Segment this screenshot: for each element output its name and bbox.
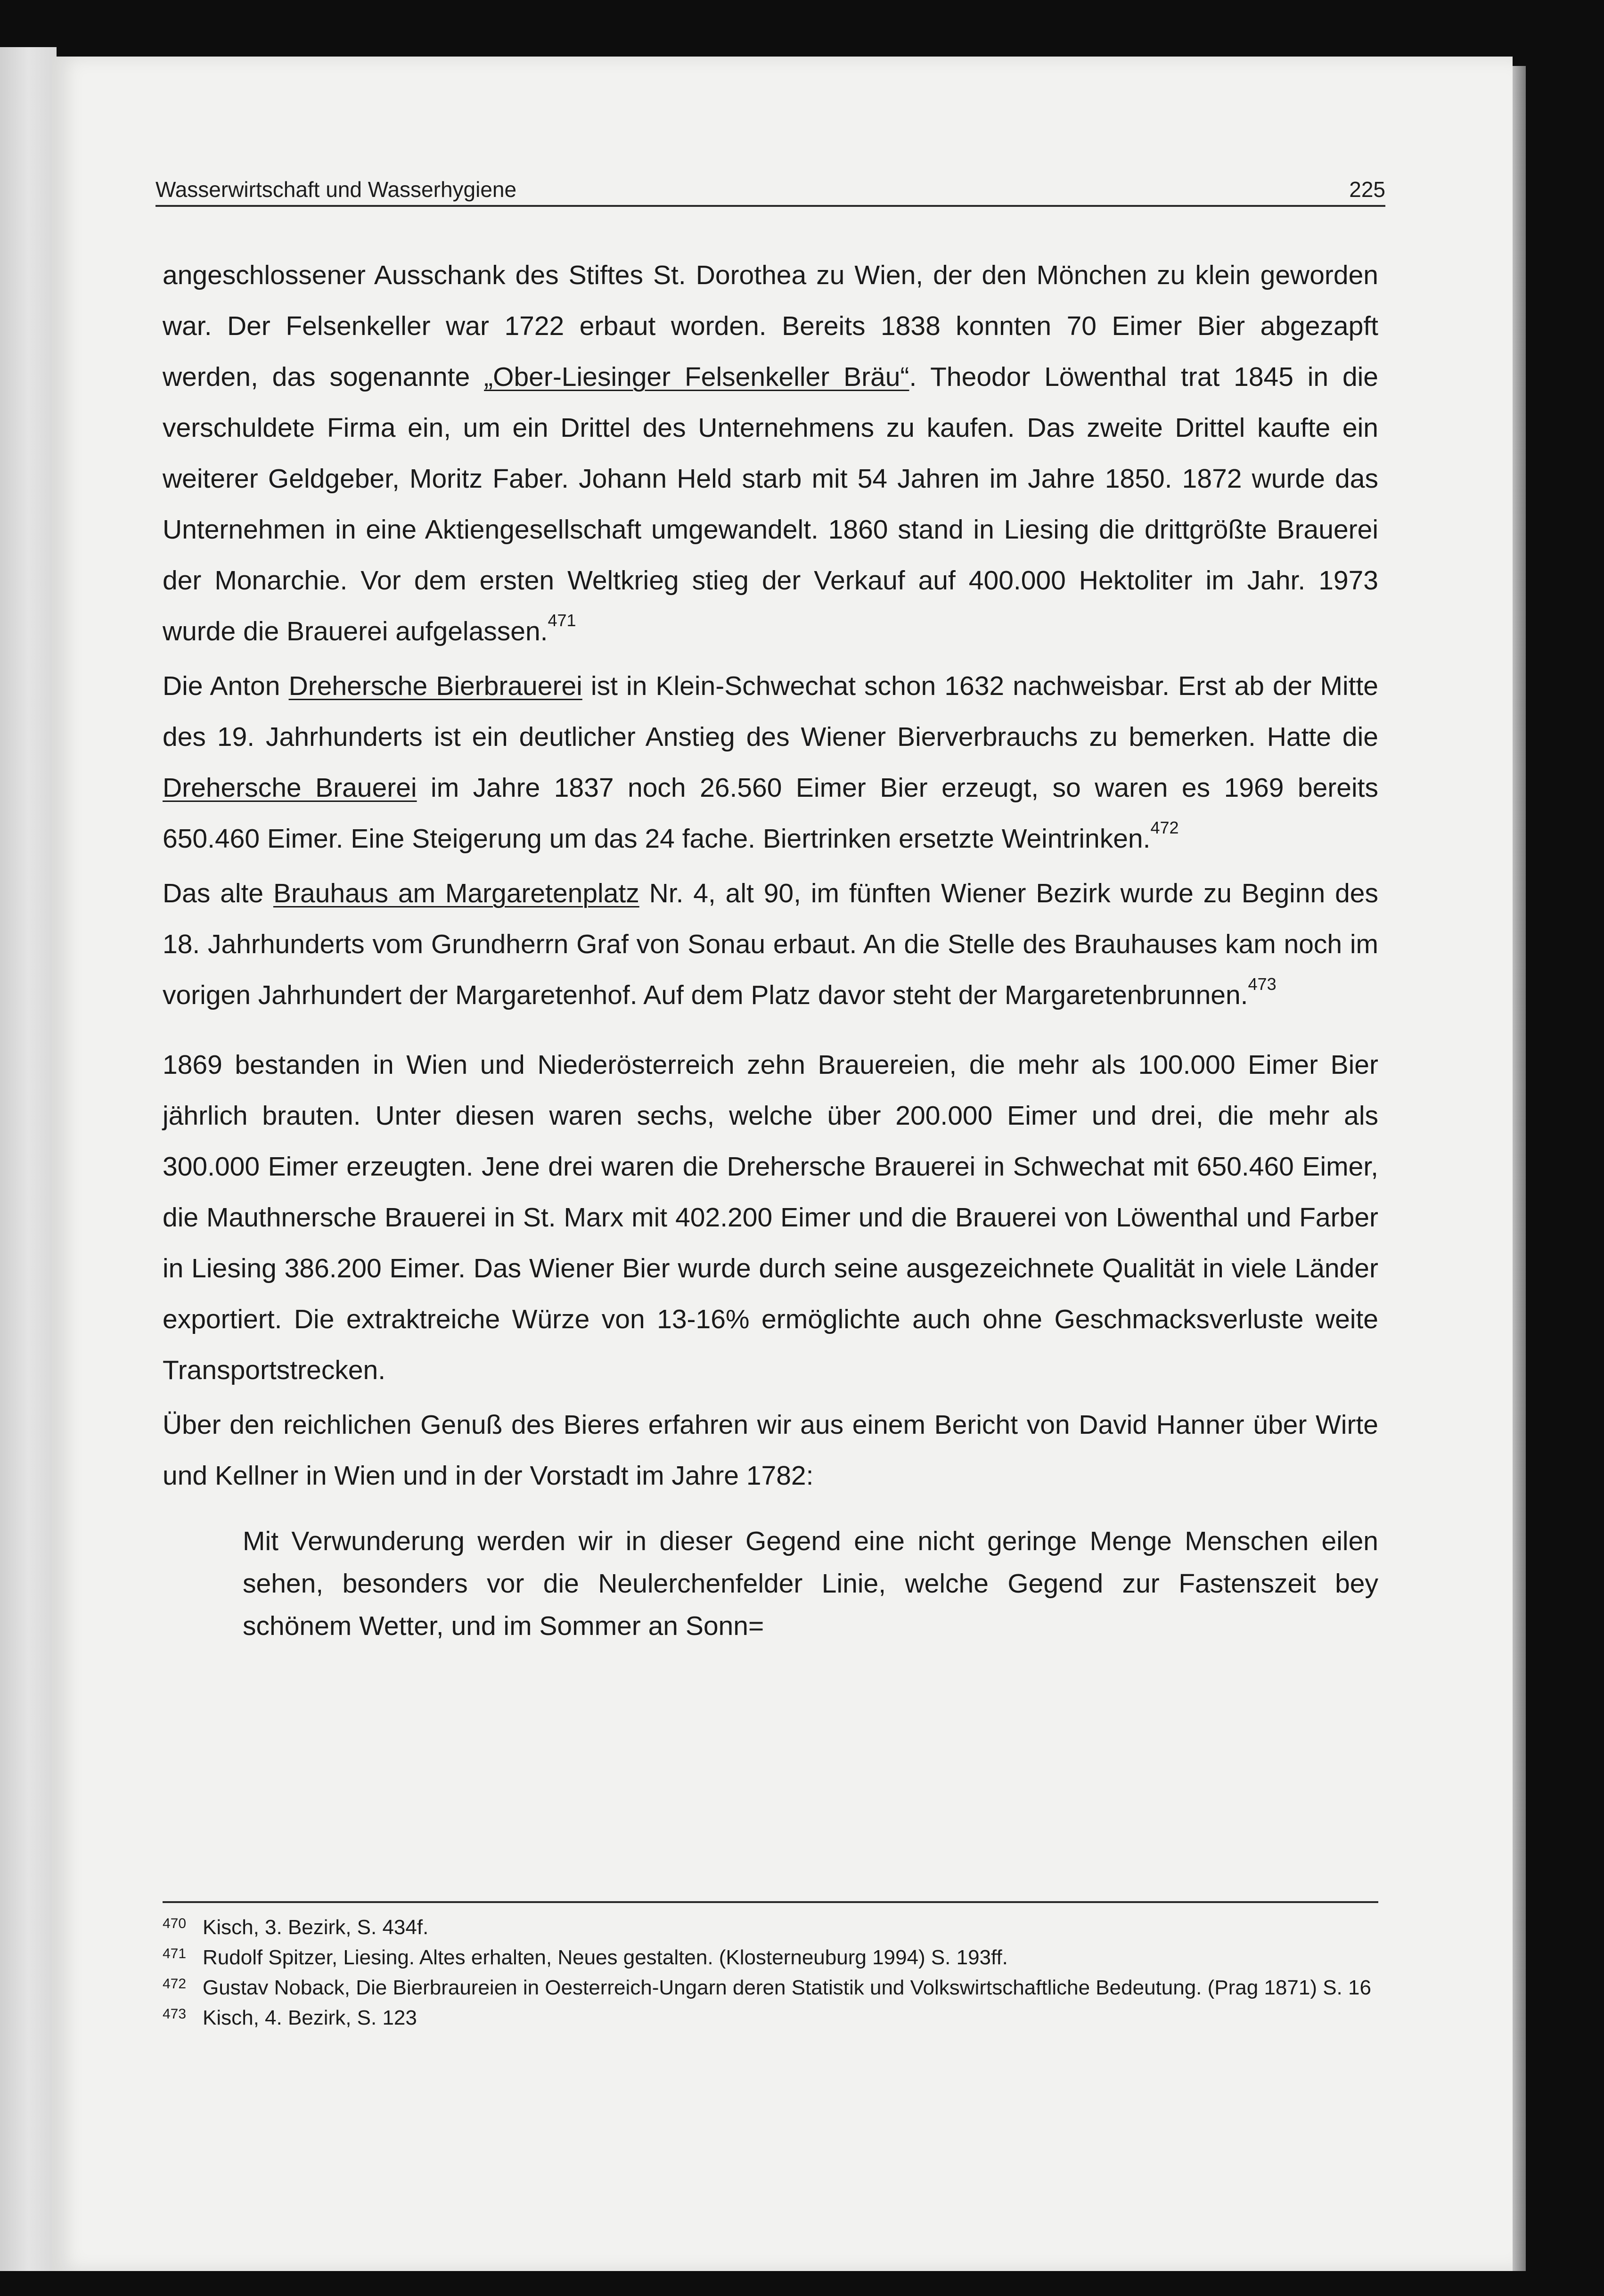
footnote-ref: 472 (1150, 818, 1179, 837)
footnote-472 (163, 1973, 1378, 2002)
body-text (163, 250, 1378, 1647)
footnote-number: 472 (163, 1976, 187, 1992)
footnote-divider (163, 1901, 1378, 1903)
footnote-text: Kisch, 4. Bezirk, S. 123 (203, 2006, 417, 2029)
header-title: Wasserwirtschaft und Wasserhygiene (155, 177, 517, 202)
footnote-471 (163, 1943, 1378, 1972)
underlined-term: Drehersche Bierbrauerei (288, 671, 582, 701)
paragraph-3: Das alte Brauhaus am Margaretenplatz Nr. 4, alt 90, im fünften Wiener Bezirk wurde zu Beginn des 18. Jahrhunderts vom Grundherrn Graf von Sonau erbaut. An die Stelle des Brauhauses kam noch im vorigen Jahrhundert der Margaretenhof. Auf dem Platz davor steht der Margaretenbrunnen.$^{473}$ (163, 878, 1378, 1010)
paragraph-4: 1869 bestanden in Wien und Niederösterreich zehn Brauereien, die mehr als 100.000 Eimer Bier jährlich brauten. Unter diesen waren sechs, welche über 200.000 Eimer und drei, die mehr als 300.000 Eimer erzeugten. Jene drei waren die Drehersche Brauerei in Schwechat mit 650.460 Eimer, die Mauthnersche Brauerei in St. Marx mit 402.200 Eimer und die Brauerei von Löwenthal und Farber in Liesing 386.200 Eimer. Das Wiener Bier wurde durch seine ausgezeichnete Qualität in viele Länder exportiert. Die extraktreiche Würze von 13-16% ermöglichte auch ohne Geschmacksverluste weite Transportstrecken. (163, 1050, 1378, 1385)
underlined-term: Drehersche Brauerei (163, 773, 417, 803)
block-quote: Mit Verwunderung werden wir in dieser Gegend eine nicht geringe Menge Menschen eilen sehen, besonders vor die Neulerchenfelder Linie, welche Gegend zur Fastenszeit bey schönem Wetter, und im Sommer an Sonn= (243, 1526, 1378, 1641)
footnote-text: Gustav Noback, Die Bierbraureien in Oesterreich-Ungarn deren Statistik und Volkswirtschaftliche Bedeutung. (Prag 1871) S. 16 (203, 1976, 1371, 1999)
footnote-text: Kisch, 3. Bezirk, S. 434f. (203, 1916, 429, 1939)
paragraph-2: Die Anton Drehersche Bierbrauerei ist in Klein-Schwechat schon 1632 nachweisbar. Erst ab der Mitte des 19. Jahrhunderts ist ein deutlicher Anstieg des Wiener Bierverbrauchs zu bemerken. Hatte die Drehersche Brauerei im Jahre 1837 noch 26.560 Eimer Bier erzeugt, so waren es 1969 bereits 650.460 Eimer. Eine Steigerung um das 24 fache. Biertrinken ersetzte Weintrinken.$^{472}$ (163, 671, 1379, 854)
underlined-term: „Ober-Liesinger Felsenkeller Bräu“ (484, 362, 909, 392)
left-page-edge (0, 47, 57, 2271)
footnote-ref: 471 (548, 611, 576, 630)
footnote-473 (163, 2003, 1378, 2033)
running-header (155, 167, 1385, 207)
footnotes (163, 1913, 1378, 2034)
footnote-ref: 473 (1248, 974, 1277, 994)
footnote-number: 471 (163, 1946, 187, 1961)
underlined-term: Brauhaus am Margaretenplatz (273, 878, 639, 908)
page-number: 225 (1349, 177, 1385, 202)
paragraph-5: Über den reichlichen Genuß des Bieres erfahren wir aus einem Bericht von David Hanner über Wirte und Kellner in Wien und in der Vorstadt im Jahre 1782: (163, 1410, 1378, 1491)
footnote-470 (163, 1913, 1378, 1942)
footnote-number: 470 (163, 1916, 187, 1931)
footnote-text: Rudolf Spitzer, Liesing. Altes erhalten, Neues gestalten. (Klosterneuburg 1994) S. 193ff. (203, 1946, 1008, 1969)
paragraph-1: angeschlossener Ausschank des Stiftes St. Dorothea zu Wien, der den Mönchen zu klein geworden war. Der Felsenkeller war 1722 erbaut worden. Bereits 1838 konnten 70 Eimer Bier abgezapft werden, das sogenannte „Ober-Liesinger Felsenkeller Bräu“. Theodor Löwenthal trat 1845 in die verschuldete Firma ein, um ein Drittel des Unternehmens zu kaufen. Das zweite Drittel kaufte ein weiterer Geldgeber, Moritz Faber. Johann Held starb mit 54 Jahren im Jahre 1850. 1872 wurde das Unternehmen in eine Aktiengesellschaft umgewandelt. 1860 stand in Liesing die drittgrößte Brauerei der Monarchie. Vor dem ersten Weltkrieg stieg der Verkauf auf 400.000 Hektoliter im Jahr. 1973 wurde die Brauerei aufgelassen.$^{471}$ (163, 260, 1379, 646)
footnote-number: 473 (163, 2006, 187, 2022)
page-edge-shadow (1513, 66, 1526, 2271)
